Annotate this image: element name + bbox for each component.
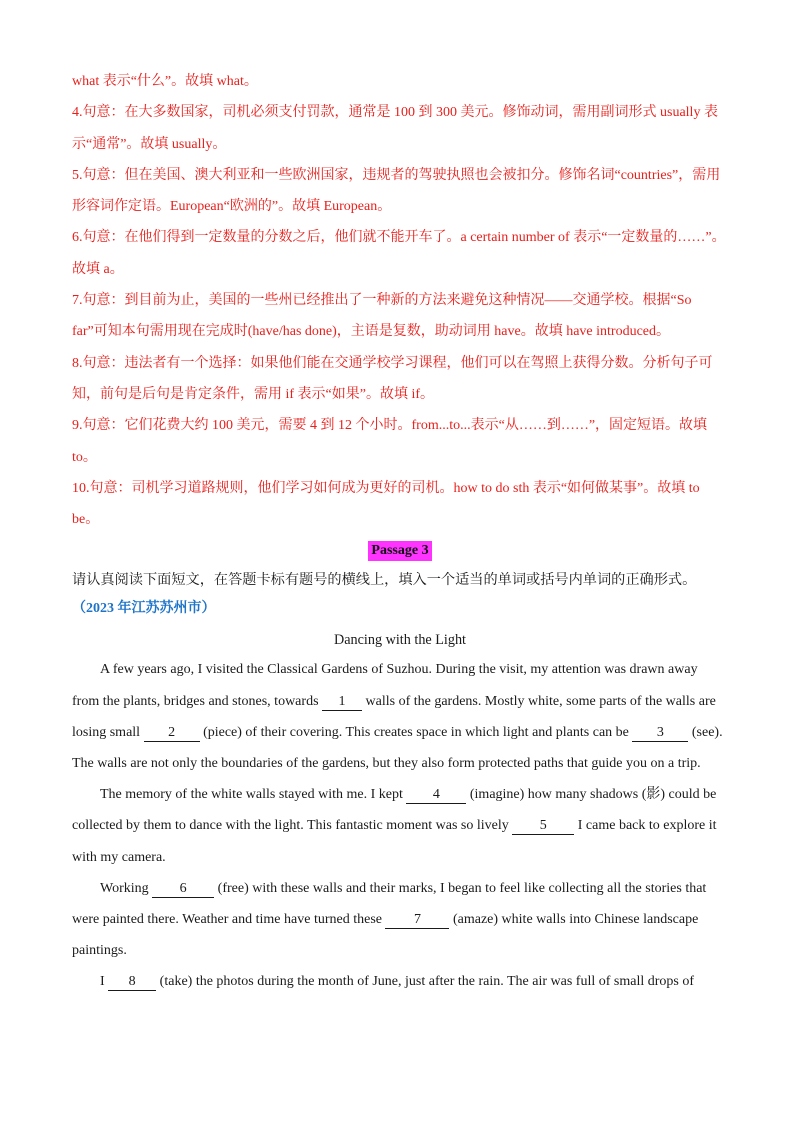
answer-item: 7.句意：到目前为止，美国的一些州已经推出了一种新的方法来避免这种情况——交通学校。根据“So far”可知本句需用现在完成时(have/has done)，主语是复数，助动词用 have。故填 have introduced。 [72,293,692,340]
paragraph-text: I [100,974,109,990]
passage-label: Passage 3 [368,541,431,561]
answer-item: 9.句意：它们花费大约 100 美元，需要 4 到 12 个小时。from...to...表示“从……到……”，固定短语。故填 to。 [72,418,708,465]
blank-6: 6 [152,881,214,898]
paragraph-text: (amaze) white walls into Chinese landscape paintings. [72,912,699,959]
document-page [72,66,728,998]
paragraph-text: walls of the gardens. Mostly white, some parts of the walls are losing small [72,693,716,740]
paragraph-text: (see). The walls are not only the boundaries of the gardens, but they also form protected paths that guide you on a trip. [72,724,723,772]
answer-item: 4.句意：在大多数国家，司机必须支付罚款，通常是 100 到 300 美元。修饰动词，需用副词形式 usually 表示“通常”。故填 usually。 [72,105,718,152]
blank-8: 8 [108,974,156,991]
passage-body [72,654,728,997]
passage-title: Dancing with the Light [334,632,466,649]
paragraph-text: The memory of the white walls stayed with me. I kept [100,787,407,803]
paragraph-text: (free) with these walls and their marks, I began to feel like collecting all the stories that were painted there. Weather and time have turned these [72,880,707,928]
blank-7: 7 [385,912,449,929]
paragraph-text: (piece) of their covering. This creates space in which light and plants can be [199,724,633,740]
blank-5: 5 [512,818,574,835]
blank-1: 1 [322,694,362,711]
answer-item: what 表示“什么”。故填 what。 [72,74,258,89]
instruction-text: 请认真阅读下面短文，在答题卡标有题号的横线上，填入一个适当的单词或括号内单词的正确形式。 [72,572,697,589]
answer-explanations [72,66,728,535]
answer-item: 8.句意：违法者有一个选择：如果他们能在交通学校学习课程，他们可以在驾照上获得分数。分析句子可知，前句是后句是肯定条件，需用 if 表示“如果”。故填 if。 [72,355,713,402]
paragraph [72,873,728,967]
blank-2: 2 [144,725,200,742]
blank-3: 3 [632,725,688,742]
paragraph [72,779,728,873]
paragraph-text: Working [100,880,153,896]
paragraph-text: (imagine) how many shadows (影) could be collected by them to dance with the light. This fantastic moment was so lively [72,787,717,834]
answer-item: 5.句意：但在美国、澳大利亚和一些欧洲国家，违规者的驾驶执照也会被扣分。修饰名词“countries”，需用形容词作定语。European“欧洲的”。故填 European。 [72,167,721,215]
source-note: （2023 年江苏苏州市） [72,601,216,617]
blank-4: 4 [406,787,466,804]
paragraph [72,654,728,779]
answer-item: 6.句意：在他们得到一定数量的分数之后，他们就不能开车了。a certain number of 表示“一定数量的……”。故填 a。 [72,230,726,277]
paragraph-text: A few years ago, I visited the Classical Gardens of Suzhou. During the visit, my attention was drawn away from the plants, bridges and stones, towards [72,662,698,709]
paragraph-text: I came back to explore it with my camera. [72,818,717,865]
paragraph-text: (take) the photos during the month of June, just after the rain. The air was full of small drops of [156,974,695,990]
answer-item: 10.句意：司机学习道路规则，他们学习如何成为更好的司机。how to do sth 表示“如何做某事”。故填 to be。 [72,480,700,528]
paragraph [72,966,728,997]
passage-header [72,539,728,561]
